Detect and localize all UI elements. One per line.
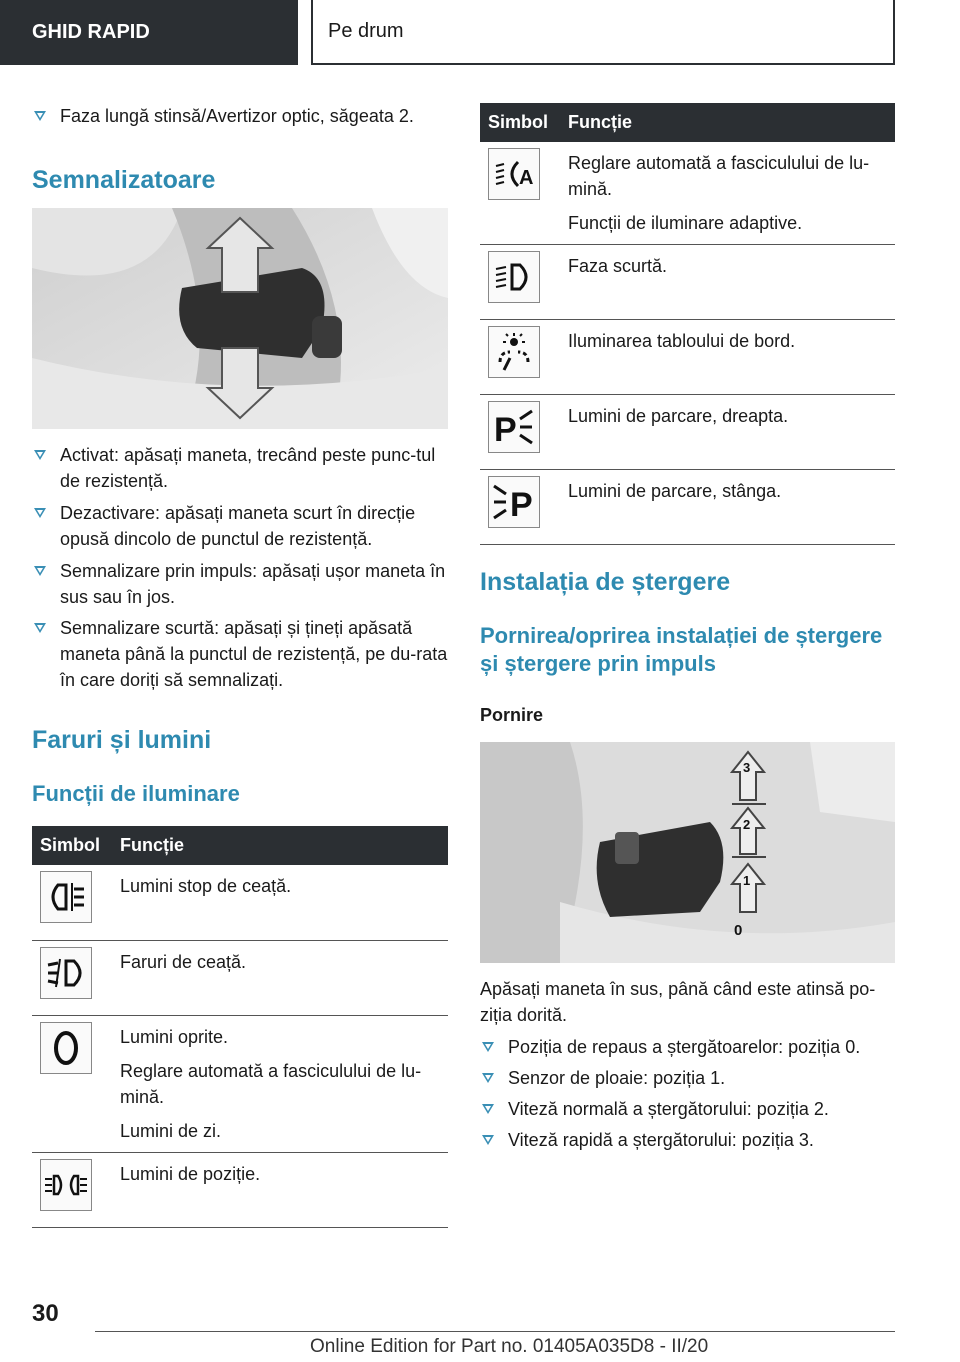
row-text: Faruri de ceață. bbox=[120, 951, 247, 972]
position-lights-icon bbox=[40, 1159, 92, 1211]
row-text: Faza scurtă. bbox=[568, 256, 668, 276]
row-text: Lumini de zi. bbox=[120, 1120, 222, 1141]
page-number: 30 bbox=[32, 1300, 59, 1327]
wiper-position-0: 0 bbox=[734, 922, 743, 939]
wiper-bullet-2 bbox=[480, 1065, 895, 1091]
bullet-text: Senzor de ploaie: poziția 1. bbox=[508, 1068, 726, 1088]
row-text: Lumini stop de ceață. bbox=[120, 876, 292, 896]
bullet-text: Semnalizare prin impuls: apăsați ușor maneta în sus sau în jos. bbox=[60, 561, 446, 607]
row-text: Lumini de poziție. bbox=[120, 1163, 261, 1184]
left-function-table bbox=[32, 826, 448, 1228]
wipers-start-label: Pornire bbox=[480, 705, 544, 725]
bullet-text: Poziția de repaus a ștergătoarelor: poziția 0. bbox=[508, 1037, 861, 1057]
table-row bbox=[480, 320, 895, 395]
front-fog-light-icon bbox=[40, 947, 92, 999]
wipers-heading: Instalația de ștergere bbox=[480, 568, 731, 596]
row-text: Lumini de parcare, dreapta. bbox=[568, 406, 789, 426]
intro-bullet-text: Faza lungă stinsă/Avertizor optic, săgeata 2. bbox=[60, 106, 414, 126]
turn-signal-bullet-4 bbox=[32, 615, 448, 693]
parking-light-left-icon bbox=[488, 476, 540, 528]
header-chapter bbox=[311, 0, 895, 65]
wiper-lever-photo bbox=[480, 742, 895, 963]
table-row bbox=[480, 470, 895, 545]
row-text: Reglare automată a fasciculului de lu-mină. bbox=[120, 1060, 422, 1107]
table-row bbox=[480, 142, 895, 245]
rear-fog-light-icon bbox=[40, 871, 92, 923]
lights-off-zero-icon bbox=[40, 1022, 92, 1074]
table-row bbox=[32, 865, 448, 940]
table-row bbox=[480, 395, 895, 470]
wipers-subheading: Pornirea/oprirea instalației de ștergere și ștergere prin impuls bbox=[480, 623, 883, 676]
bullet-text: Viteză normală a ștergătorului: poziția 2. bbox=[508, 1099, 829, 1119]
low-beam-icon bbox=[488, 251, 540, 303]
right-function-table bbox=[480, 103, 895, 545]
table-row bbox=[32, 1015, 448, 1152]
col-header-symbol: Simbol bbox=[32, 826, 112, 865]
header-chapter-label: Pe drum bbox=[328, 20, 404, 42]
table-row bbox=[480, 245, 895, 320]
wiper-bullet-4 bbox=[480, 1127, 895, 1153]
footer-edition: Online Edition for Part no. 01405A035D8 - II/20 bbox=[310, 1336, 709, 1357]
col-header-symbol: Simbol bbox=[480, 103, 560, 142]
svg-text:P: P bbox=[510, 486, 533, 522]
bullet-text: Dezactivare: apăsați maneta scurt în direcție opusă dincolo de punctul de rezistență. bbox=[60, 503, 416, 549]
turn-signal-bullet-1 bbox=[32, 442, 448, 494]
row-text: Lumini oprite. bbox=[120, 1026, 229, 1047]
wiper-position-3: 3 bbox=[743, 760, 751, 775]
parking-light-right-icon bbox=[488, 401, 540, 453]
turn-signal-bullet-3 bbox=[32, 558, 448, 610]
table-row bbox=[32, 1152, 448, 1227]
table-row bbox=[32, 940, 448, 1015]
header-section-label: GHID RAPID bbox=[32, 21, 150, 43]
lights-subheading: Funcții de iluminare bbox=[32, 781, 240, 806]
wiper-bullet-1 bbox=[480, 1034, 895, 1060]
svg-text:A: A bbox=[519, 167, 534, 189]
wipers-paragraph: Apăsați maneta în sus, până când este atinsă po-ziția dorită. bbox=[480, 979, 876, 1025]
svg-text:P: P bbox=[494, 411, 517, 447]
auto-headlight-icon bbox=[488, 148, 540, 200]
col-header-function: Funcție bbox=[560, 103, 895, 142]
bullet-text: Viteză rapidă a ștergătorului: poziția 3. bbox=[508, 1130, 814, 1150]
wiper-bullet-3 bbox=[480, 1096, 895, 1122]
row-text: Funcții de iluminare adaptive. bbox=[568, 213, 803, 233]
header-section bbox=[0, 0, 298, 65]
dashboard-lighting-icon bbox=[488, 326, 540, 378]
wiper-position-2: 2 bbox=[743, 817, 751, 832]
row-text: Reglare automată a fasciculului de lu-mină. bbox=[568, 153, 870, 199]
turn-signal-photo bbox=[32, 208, 448, 429]
lights-heading: Faruri și lumini bbox=[32, 726, 212, 754]
col-header-function: Funcție bbox=[112, 826, 448, 865]
footer-divider bbox=[95, 1331, 895, 1332]
row-text: Iluminarea tabloului de bord. bbox=[568, 331, 796, 351]
row-text: Lumini de parcare, stânga. bbox=[568, 481, 782, 501]
bullet-text: Activat: apăsați maneta, trecând peste punc-tul de rezistență. bbox=[60, 445, 436, 491]
turn-signal-bullet-2 bbox=[32, 500, 448, 552]
intro-bullet bbox=[32, 103, 448, 129]
wiper-position-1: 1 bbox=[743, 873, 751, 888]
turn-signals-heading: Semnalizatoare bbox=[32, 166, 216, 194]
bullet-text: Semnalizare scurtă: apăsați și țineți apăsată maneta până la punctul de rezistență, pe du-rata în care doriți să semnalizați. bbox=[60, 618, 448, 690]
